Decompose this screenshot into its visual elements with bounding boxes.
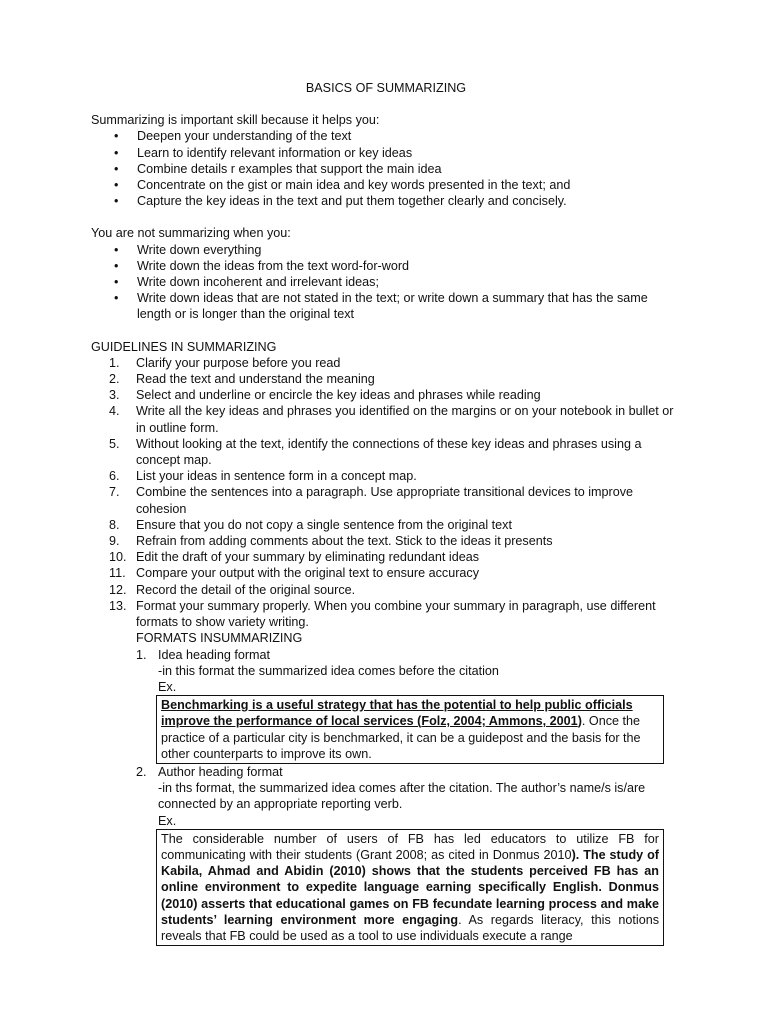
page-title: BASICS OF SUMMARIZING xyxy=(305,81,467,95)
format-description: -in ths format, the summarized idea comes after the citation. The author’s name/s is/are connected by an appropriate reporting verb. xyxy=(158,781,646,812)
example-box-idea-heading xyxy=(156,695,664,764)
list-item xyxy=(91,517,681,533)
format-description: -in this format the summarized idea comes before the citation xyxy=(158,663,499,678)
step-number: 8. xyxy=(109,517,120,532)
step-number: 7. xyxy=(109,485,120,500)
step-text: Without looking at the text, identify the connections of these key ideas and phrases using a concept map. xyxy=(136,436,642,468)
box-bold-text: ). The study of Kabila, Ahmad and Abidin (2010) shows that the students perceived FB has an online environment to expedite language earning specifically English. Donmus (2010) asserts that educational games on FB fecundate learning process and make students’ learning environment more engaging xyxy=(161,847,659,927)
step-number: 11. xyxy=(109,566,126,581)
step-text: Record the detail of the original source. xyxy=(136,582,356,597)
step-text: Select and underline or encircle the key ideas and phrases while reading xyxy=(136,388,541,403)
box-plain-text-2: . As regards literacy, this notions reveals that FB could be used as a tool to use individuals execute a range xyxy=(161,912,659,943)
step-number: 1. xyxy=(109,355,120,370)
list-item: • Learn to identify relevant information or key ideas xyxy=(91,145,681,161)
list-item xyxy=(91,598,681,630)
step-number: 5. xyxy=(109,436,120,451)
list-item xyxy=(136,647,681,696)
not-summarizing-list xyxy=(91,242,681,323)
example-box-author-heading xyxy=(156,829,664,946)
box-citation-close: ) xyxy=(577,714,582,729)
step-number: 9. xyxy=(109,534,120,549)
list-item xyxy=(91,549,681,565)
step-text: Format your summary properly. When you combine your summary in paragraph, use different formats to show variety writing. xyxy=(136,598,656,630)
step-number: 4. xyxy=(109,404,120,419)
list-item xyxy=(91,371,681,387)
step-number: 2. xyxy=(109,372,120,387)
list-item xyxy=(91,387,681,403)
formats-heading: FORMATS INSUMMARIZING xyxy=(136,631,303,646)
step-number: 10. xyxy=(109,550,127,565)
step-text: Refrain from adding comments about the text. Stick to the ideas it presents xyxy=(136,534,553,549)
step-text: Edit the draft of your summary by eliminating redundant ideas xyxy=(136,550,480,565)
step-text: Clarify your purpose before you read xyxy=(136,355,341,370)
box-bold-text: Benchmarking is a useful strategy that has the potential to help public officials improve the performance of local services ( xyxy=(161,698,633,729)
step-number: 12. xyxy=(109,582,127,597)
guidelines-list xyxy=(91,355,681,630)
list-item: • Write down the ideas from the text word-for-word xyxy=(91,258,681,274)
step-number: 3. xyxy=(109,388,120,403)
format-title: Author heading format xyxy=(158,764,283,779)
formats-section xyxy=(136,630,681,946)
step-text: Read the text and understand the meaning xyxy=(136,372,375,387)
list-item xyxy=(91,436,681,468)
section2-intro: You are not summarizing when you: xyxy=(91,226,291,241)
list-item: • Write down ideas that are not stated in the text; or write down a summary that has the same length or is longer than the original text xyxy=(91,290,681,322)
document-page xyxy=(91,80,681,946)
list-item: • Combine details r examples that support the main idea xyxy=(91,161,681,177)
list-item xyxy=(91,582,681,598)
formats-list xyxy=(136,647,681,696)
step-text: Ensure that you do not copy a single sentence from the original text xyxy=(136,517,512,532)
box-rest-text: . Once the practice of a particular city is benchmarked, it can be a guidepost and the basis for the other counterparts to improve its own. xyxy=(161,714,641,761)
list-item: • Concentrate on the gist or main idea and key words presented in the text; and xyxy=(91,177,681,193)
list-item: • Capture the key ideas in the text and put them together clearly and concisely. xyxy=(91,193,681,209)
list-item: • Deepen your understanding of the text xyxy=(91,128,681,144)
list-item xyxy=(91,403,681,435)
list-item xyxy=(91,533,681,549)
list-item: • Write down incoherent and irrelevant ideas; xyxy=(91,274,681,290)
format-number: 2. xyxy=(136,764,147,779)
box-citation: Folz, 2004; Ammons, 2001 xyxy=(421,714,578,729)
format-number: 1. xyxy=(136,647,147,662)
guidelines-heading: GUIDELINES IN SUMMARIZING xyxy=(91,339,277,354)
format-title: Idea heading format xyxy=(158,647,271,662)
example-label: Ex. xyxy=(158,813,177,828)
list-item: • Write down everything xyxy=(91,242,681,258)
list-item xyxy=(91,565,681,581)
example-label: Ex. xyxy=(158,679,177,694)
step-text: List your ideas in sentence form in a concept map. xyxy=(136,469,417,484)
section1-intro: Summarizing is important skill because it helps you: xyxy=(91,113,380,128)
step-number: 13. xyxy=(109,598,127,613)
step-number: 6. xyxy=(109,469,120,484)
list-item xyxy=(91,468,681,484)
box-plain-text: The considerable number of users of FB has led educators to utilize FB for communicating with their students (Grant 2008; as cited in Donmus 2010 xyxy=(161,831,659,862)
list-item xyxy=(91,355,681,371)
list-item xyxy=(91,484,681,516)
step-text: Combine the sentences into a paragraph. Use appropriate transitional devices to improve cohesion xyxy=(136,485,634,516)
step-text: Compare your output with the original text to ensure accuracy xyxy=(136,566,480,581)
step-text: Write all the key ideas and phrases you identified on the margins or on your notebook in bullet or in outline form. xyxy=(136,404,674,435)
benefits-list xyxy=(91,128,681,209)
list-item xyxy=(136,764,681,829)
formats-list-2 xyxy=(136,764,681,829)
